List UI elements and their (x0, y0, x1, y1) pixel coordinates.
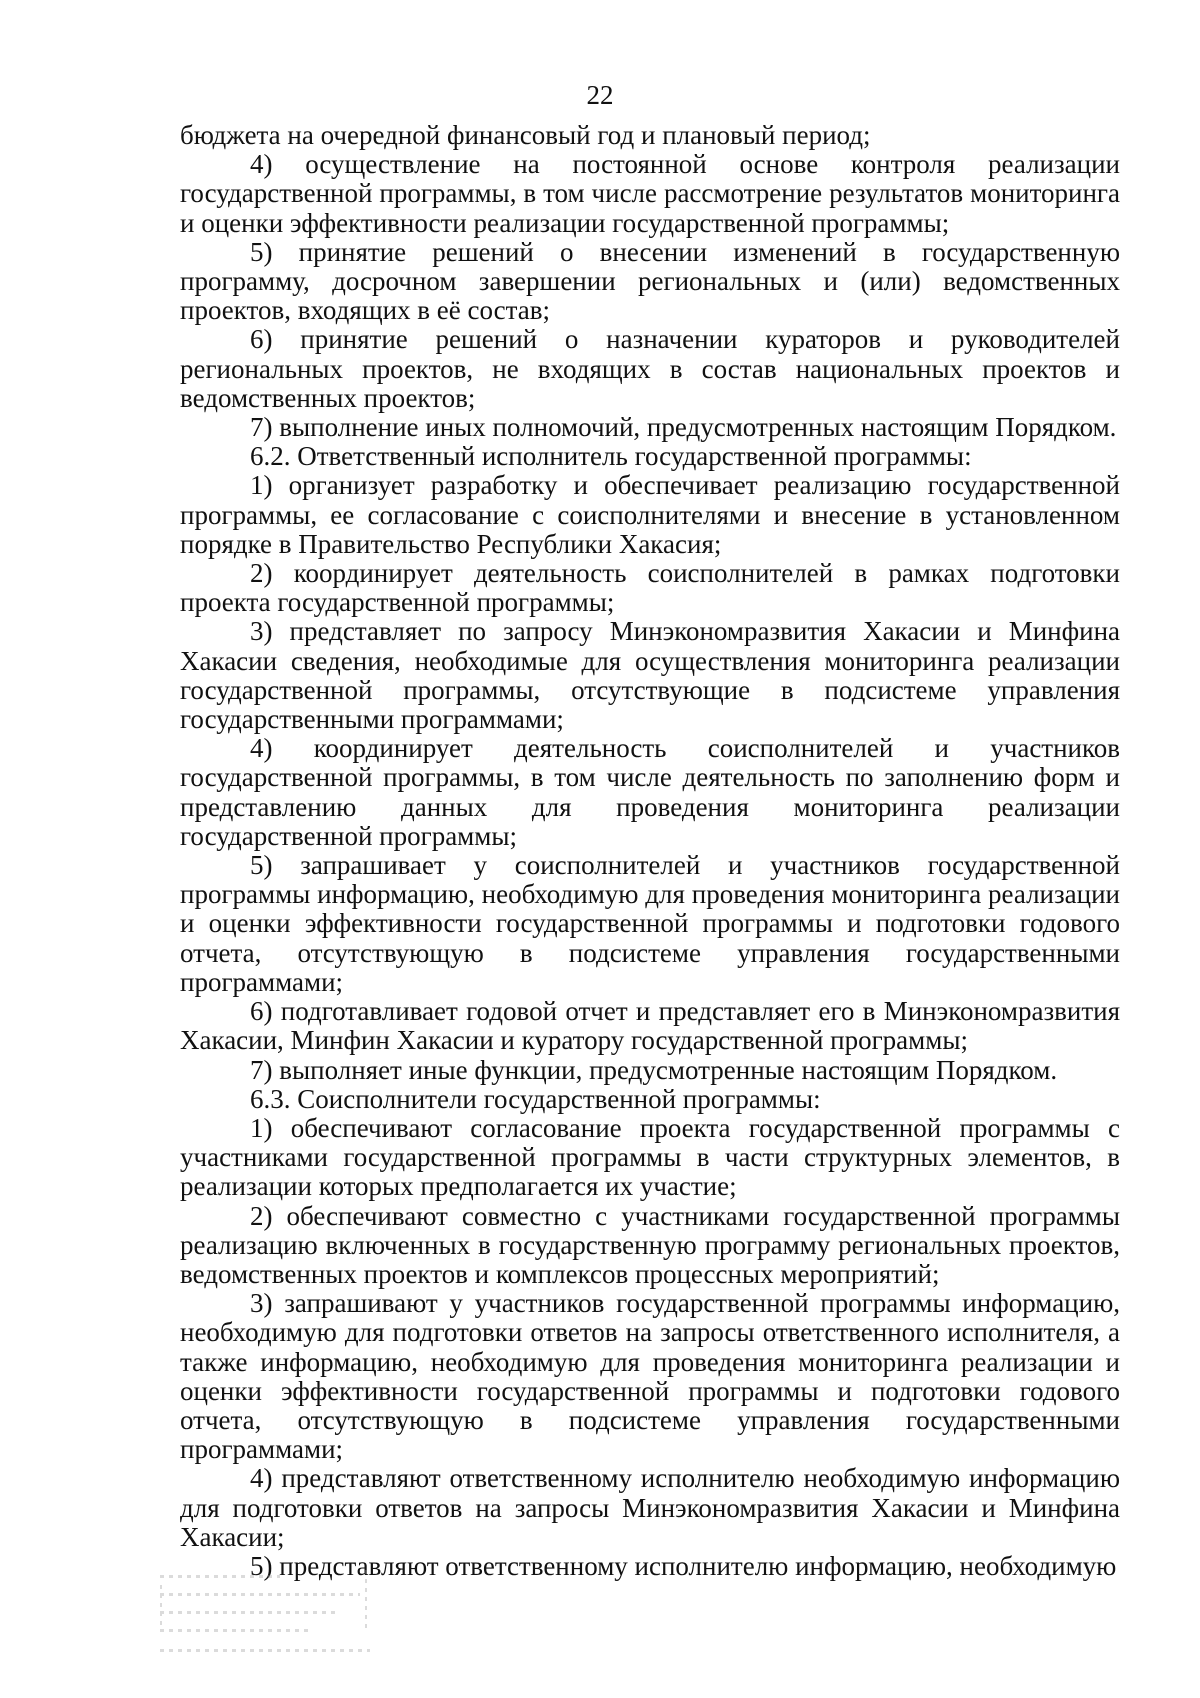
paragraph: 4) осуществление на постоянной основе контроля реализации государственной программы, в том числе рассмотрение результатов мониторинга и оценки эффективности реализации государственной программы; (180, 149, 1120, 238)
paragraph: 2) координирует деятельность соисполнителей в рамках подготовки проекта государственной программы; (180, 558, 1120, 618)
paragraph: 7) выполняет иные функции, предусмотренные настоящим Порядком. (250, 1054, 1058, 1085)
section-heading: 6.2. Ответственный исполнитель государственной программы: (250, 441, 972, 472)
document-body (180, 121, 1120, 1581)
paragraph: 4) представляют ответственному исполнителю необходимую информацию для подготовки ответов на запросы Минэкономразвития Хакасии и Минфина Хакасии; (180, 1463, 1120, 1552)
paragraph: бюджета на очередной финансовый год и плановый период; (180, 120, 871, 150)
section-heading: 6.3. Соисполнители государственной программы: (250, 1083, 821, 1114)
faded-stamp-mark (160, 1565, 375, 1655)
paragraph: 2) обеспечивают совместно с участниками государственной программы реализацию включенных в государственную программу региональных проектов, ведомственных проектов и комплексов процессных мероприятий; (180, 1200, 1120, 1289)
paragraph: 3) представляет по запросу Минэкономразвития Хакасии и Минфина Хакасии сведения, необходимые для осуществления мониторинга реализации государственной программы, отсутствующие в подсистеме управления государственными программами; (180, 616, 1120, 735)
paragraph: 5) представляют ответственному исполнителю информацию, необходимую (250, 1550, 1117, 1581)
paragraph: 1) обеспечивают согласование проекта государственной программы с участниками государственной программы в части структурных элементов, в реализации которых предполагается их участие; (180, 1112, 1120, 1202)
paragraph: 5) запрашивает у соисполнителей и участников государственной программы информацию, необходимую для проведения мониторинга реализации и оценки эффективности государственной программы и подготовки годового отчета, отсутствующую в подсистеме управления государственными программами; (180, 850, 1120, 997)
paragraph: 4) координирует деятельность соисполнителей и участников государственной программы, в том числе деятельность по заполнению форм и представлению данных для проведения мониторинга реализации государственной программы; (180, 733, 1120, 851)
paragraph: 6) подготавливает годовой отчет и представляет его в Минэкономразвития Хакасии, Минфин Хакасии и куратору государственной программы; (180, 996, 1120, 1056)
paragraph: 1) организует разработку и обеспечивает реализацию государственной программы, ее согласование с соисполнителями и внесение в установленном порядке в Правительство Республики Хакасия; (180, 470, 1120, 559)
paragraph: 7) выполнение иных полномочий, предусмотренных настоящим Порядком. (250, 412, 1117, 443)
paragraph: 3) запрашивают у участников государственной программы информацию, необходимую для подготовки ответов на запросы ответственного исполнителя, а также информацию, необходимую для проведения мониторинга реализации и оценки эффективности государственной программы и подготовки годового отчета, отсутствующую в подсистеме управления государственными программами; (180, 1288, 1120, 1465)
page-number: 22 (586, 80, 614, 110)
paragraph: 5) принятие решений о внесении изменений в государственную программу, досрочном завершении региональных и (или) ведомственных проектов, входящих в её состав; (180, 236, 1120, 326)
paragraph: 6) принятие решений о назначении кураторов и руководителей региональных проектов, не входящих в состав национальных проектов и ведомственных проектов; (180, 324, 1120, 413)
